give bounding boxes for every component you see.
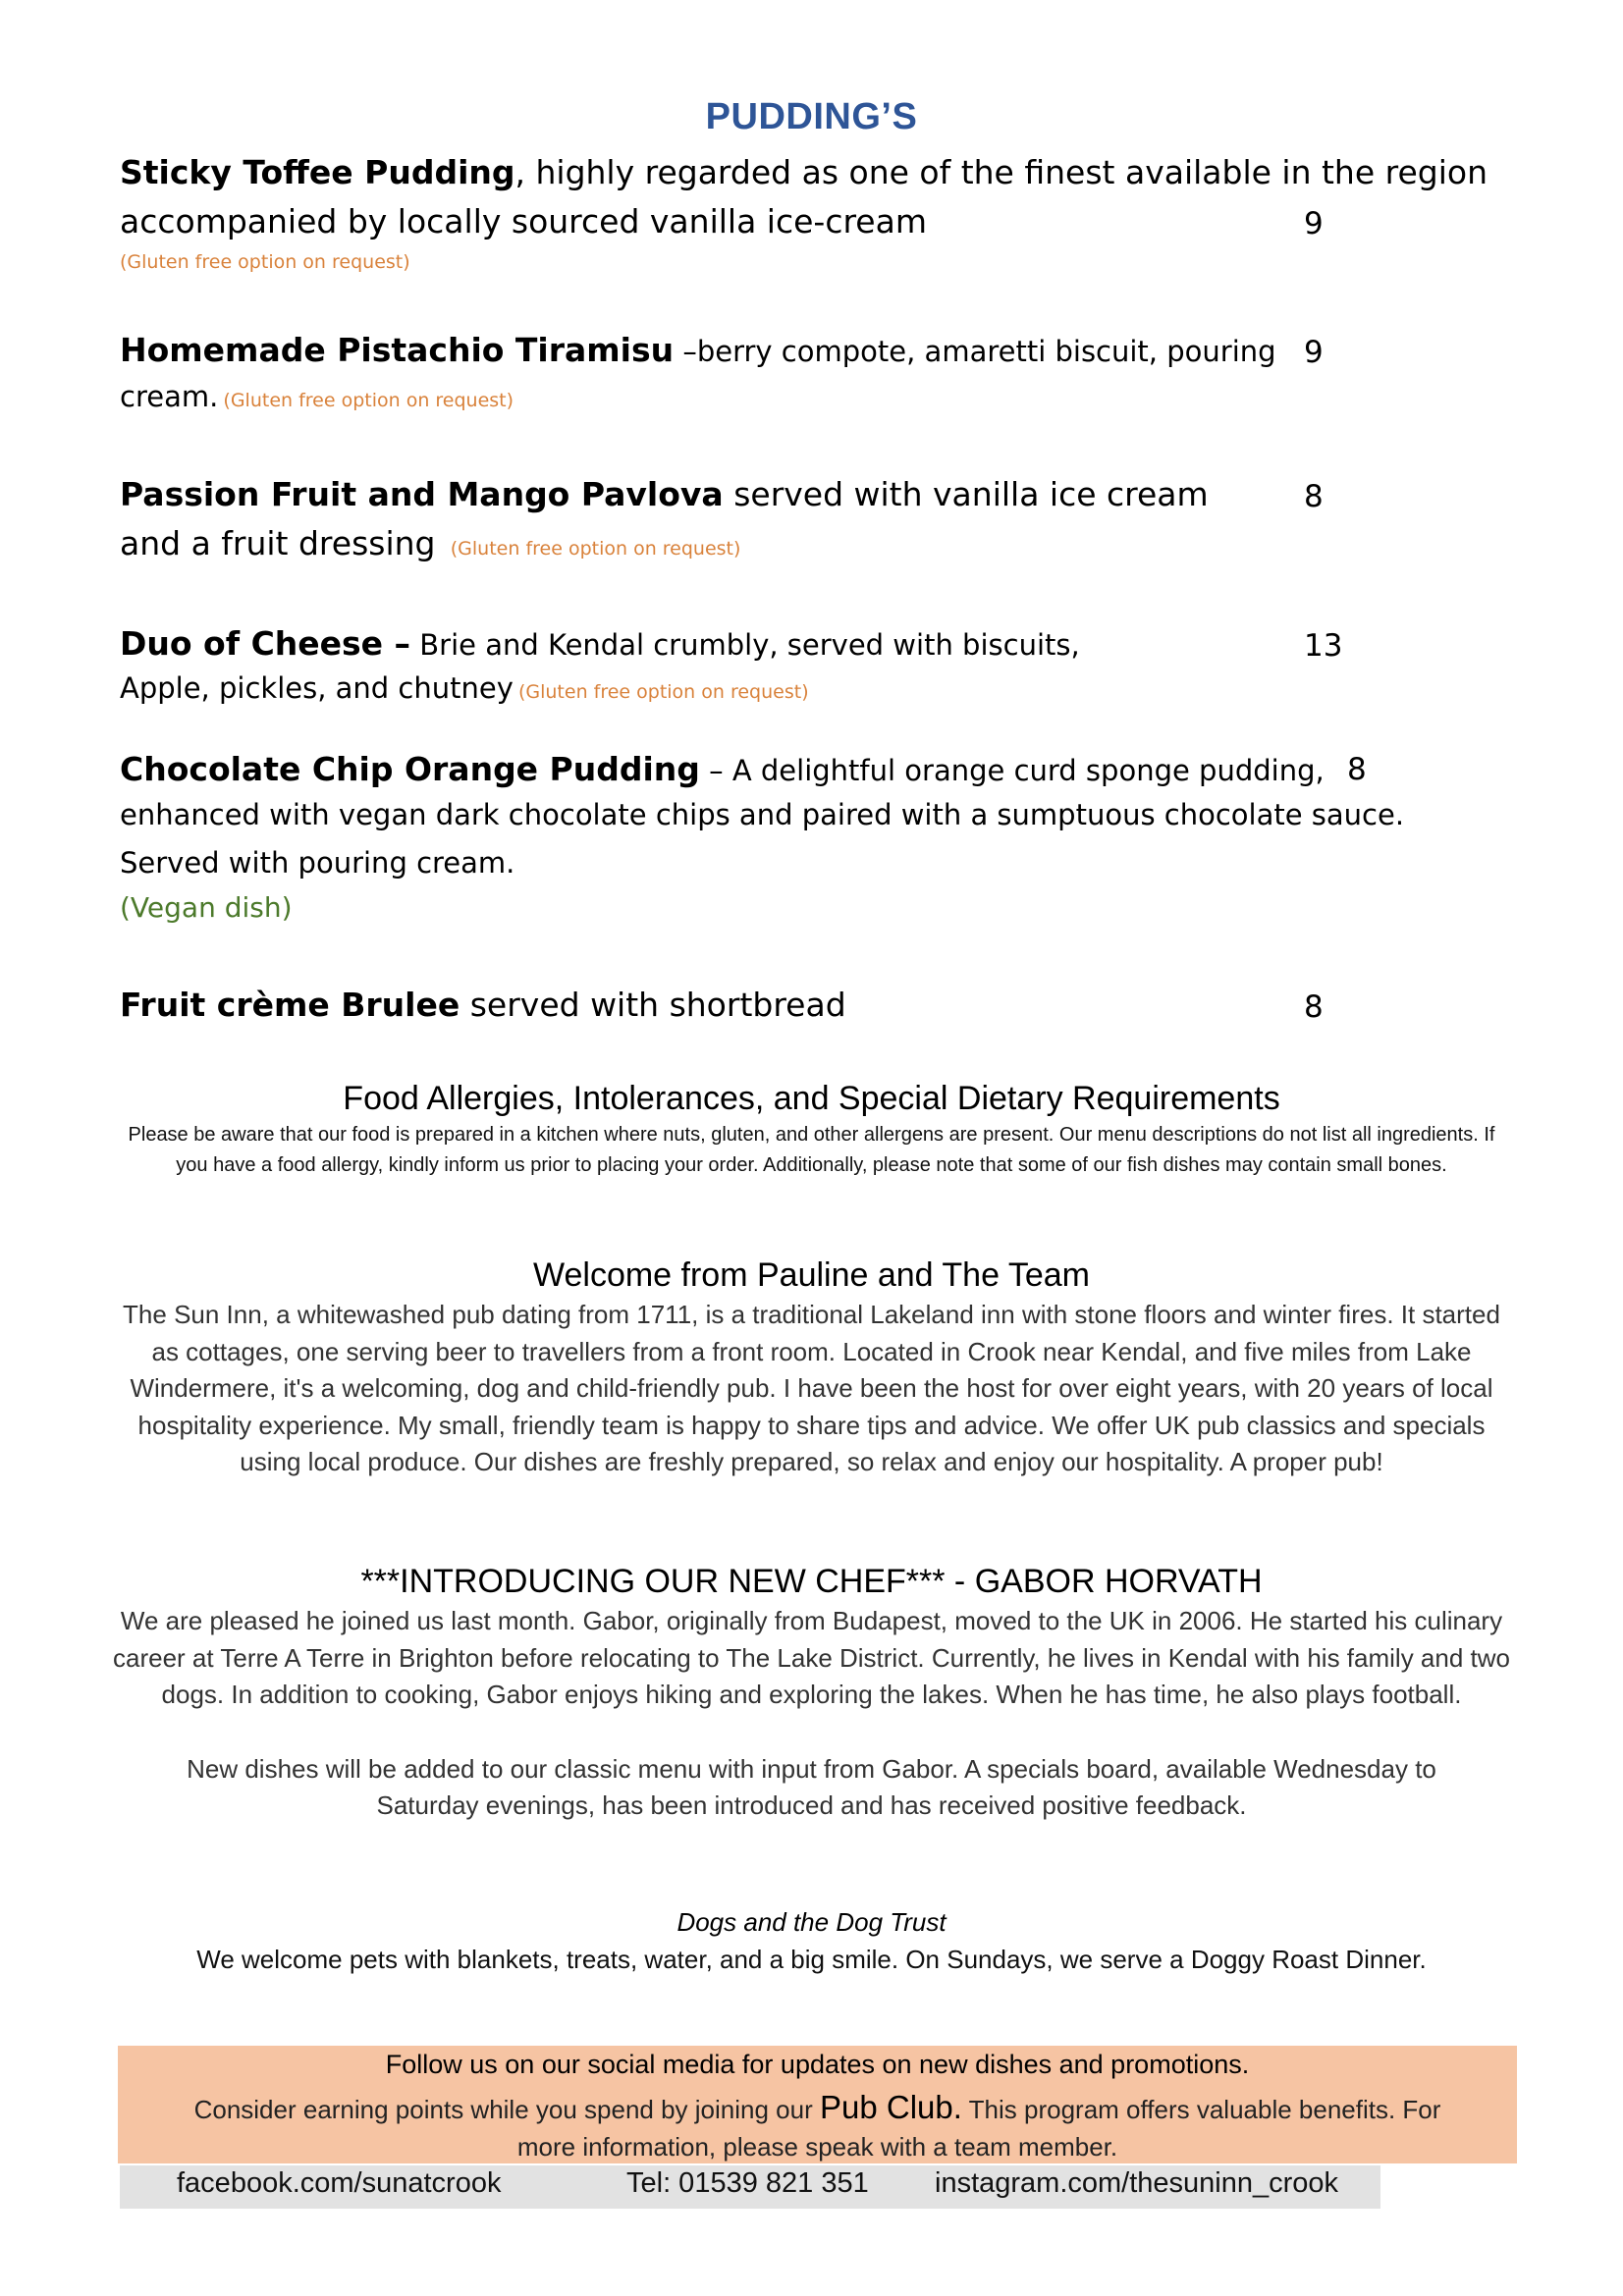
dogs-text: We welcome pets with blankets, treats, water, and a big smile. On Sundays, we serve a Doggy Roast Dinner. [196, 1944, 1427, 1974]
social-line-2 [118, 2089, 1517, 2126]
item-line [120, 750, 1325, 788]
item-name: Homemade Pistachio Tiramisu [120, 331, 675, 369]
item-desc-line: Served with pouring cream. [120, 846, 515, 880]
pub-club-label: Pub Club. [819, 2089, 962, 2125]
item-price: 13 [1304, 628, 1343, 664]
item-line [120, 524, 740, 562]
gluten-free-note: (Gluten free option on request) [450, 538, 741, 560]
item-desc: Brie and Kendal crumbly, served with biscuits, [410, 628, 1080, 662]
gluten-free-note: (Gluten free option on request) [120, 251, 410, 273]
item-name: Fruit crème Brulee [120, 986, 460, 1024]
social-line-2-tail: This program offers valuable benefits. For [961, 2095, 1441, 2124]
chef-heading: ***INTRODUCING OUR NEW CHEF*** - GABOR HORVATH [360, 1563, 1263, 1600]
item-line [120, 671, 809, 705]
vegan-note: (Vegan dish) [120, 891, 293, 924]
item-desc: cream. [120, 380, 219, 413]
item-line [120, 153, 1488, 191]
item-price: 8 [1304, 989, 1324, 1025]
item-name: Chocolate Chip Orange Pudding [120, 750, 700, 788]
item-price: 8 [1304, 479, 1324, 514]
item-price: 9 [1304, 206, 1324, 241]
dogs-heading: Dogs and the Dog Trust [676, 1907, 947, 1937]
item-desc: –berry compote, amaretti biscuit, pouring [674, 335, 1276, 368]
gluten-free-note: (Gluten free option on request) [223, 390, 514, 411]
item-line [120, 624, 1080, 663]
item-price: 9 [1304, 335, 1324, 370]
social-line-1: Follow us on our social media for updates on new dishes and promotions. [385, 2050, 1250, 2079]
instagram-link[interactable]: instagram.com/thesuninn_crook [935, 2167, 1339, 2199]
chef-text-2: New dishes will be added to our classic menu with input from Gabor. A specials board, available Wednesday to Saturday evenings, has been introduced and has received positive feedback. [187, 1753, 1436, 1820]
item-line [120, 475, 1209, 513]
facebook-link[interactable]: facebook.com/sunatcrook [177, 2167, 502, 2199]
item-desc: and a fruit dressing [120, 524, 436, 562]
item-desc: – A delightful orange curd sponge pudding, [699, 754, 1325, 787]
item-name: Sticky Toffee Pudding [120, 153, 515, 191]
allergies-section [108, 1080, 1515, 1181]
chef-text: We are pleased he joined us last month. Gabor, originally from Budapest, moved to the UK in 2006. He started his culinary career at Terre A Terre in Brighton before relocating to The Lake District. Currently, he lives in Kendal with his family and two dogs. In addition to cooking, Gabor enjoys hiking and exploring the lakes. When he has time, he also plays football. [113, 1606, 1510, 1709]
page-title: PUDDING’S [705, 96, 918, 137]
item-desc: Apple, pickles, and chutney [120, 671, 514, 705]
social-line-2-text: Consider earning points while you spend by joining our [193, 2095, 820, 2124]
item-name: Passion Fruit and Mango Pavlova [120, 475, 724, 513]
dogs-section [108, 1904, 1515, 1978]
item-desc-line: accompanied by locally sourced vanilla ice-cream [120, 202, 927, 240]
chef-section [108, 1563, 1515, 1825]
item-price: 8 [1347, 752, 1367, 787]
welcome-section [108, 1256, 1515, 1481]
item-name: Duo of Cheese – [120, 624, 411, 663]
item-desc: served with shortbread [460, 986, 846, 1024]
welcome-text: The Sun Inn, a whitewashed pub dating from 1711, is a traditional Lakeland inn with stone floors and winter fires. It started as cottages, one serving beer to travellers from a front room. Located in Crook near Kendal, and five miles from Lake Windermere, it's a welcoming, dog and child-friendly pub. I have been the host for over eight years, with 20 years of local hospitality experience. My small, friendly team is happy to share tips and advice. We offer UK pub classics and specials using local produce. Our dishes are freshly prepared, so relax and enjoy our hospitality. A proper pub! [123, 1300, 1500, 1476]
item-desc: , highly regarded as one of the finest available in the region [514, 153, 1488, 191]
allergies-heading: Food Allergies, Intolerances, and Special Dietary Requirements [343, 1080, 1280, 1117]
welcome-heading: Welcome from Pauline and The Team [533, 1256, 1090, 1294]
item-line [120, 380, 514, 413]
social-line-3: more information, please speak with a team member. [516, 2132, 1118, 2162]
item-desc-line: enhanced with vegan dark chocolate chips and paired with a sumptuous chocolate sauce. [120, 798, 1405, 831]
item-desc: served with vanilla ice cream [723, 475, 1209, 513]
telephone-number[interactable]: Tel: 01539 821 351 [626, 2167, 869, 2199]
item-line [120, 986, 846, 1024]
allergies-text: Please be aware that our food is prepared in a kitchen where nuts, gluten, and other allergens are present. Our menu descriptions do not list all ingredients. If you have a food allergy, kindly inform us prior to placing your order. Additionally, please note that some of our fish dishes may contain small bones. [128, 1124, 1495, 1176]
gluten-free-note: (Gluten free option on request) [517, 681, 809, 703]
item-line [120, 331, 1276, 369]
